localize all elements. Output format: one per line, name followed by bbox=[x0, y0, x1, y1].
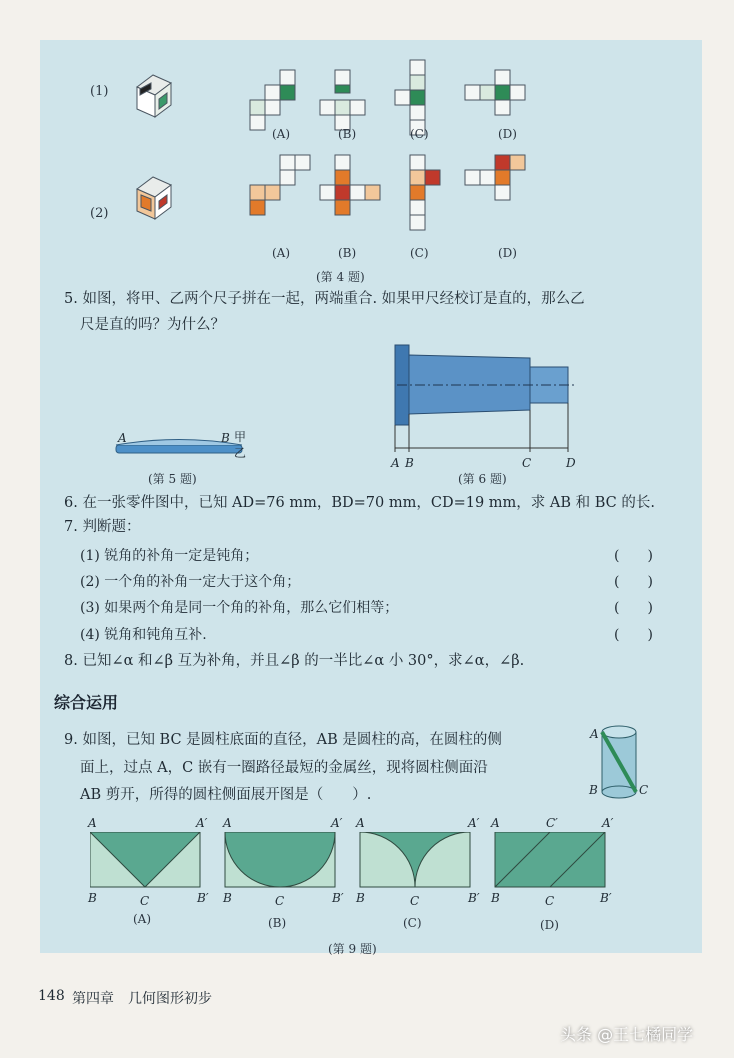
row1-choice-d: (D) bbox=[498, 127, 517, 141]
opt-b-label-c: C bbox=[275, 894, 285, 908]
row1-net-b bbox=[320, 70, 365, 130]
opt-d-label-a: A bbox=[491, 816, 500, 830]
ruler-label-a: A bbox=[118, 431, 127, 445]
cyl-label-b: B bbox=[589, 783, 598, 797]
q7-answer-blank-1[interactable]: ( ) bbox=[614, 548, 653, 564]
row2-net-b bbox=[320, 155, 380, 215]
row1-net-c bbox=[395, 60, 425, 135]
ruler-label-yi: 乙 bbox=[234, 446, 247, 460]
option-a-diagram bbox=[90, 832, 200, 887]
opt-a-label-b: B bbox=[88, 891, 97, 905]
q7-item-3: (3) 如果两个角是同一个角的补角，那么它们相等； bbox=[80, 600, 399, 616]
opt-d-label-c2: C′ bbox=[546, 816, 558, 830]
q7-answer-blank-4[interactable]: ( ) bbox=[614, 627, 653, 643]
opt-c-label-b2: B′ bbox=[468, 891, 480, 905]
row2-choice-d: (D) bbox=[498, 246, 517, 260]
q7-item-1: (1) 锐角的补角一定是钝角； bbox=[80, 548, 259, 564]
shaft-label-a: A bbox=[391, 456, 400, 470]
q9-choice-d: (D) bbox=[540, 918, 559, 932]
cube-nets-figure bbox=[120, 55, 600, 280]
option-d-diagram bbox=[495, 832, 605, 887]
opt-b-label-a: A bbox=[223, 816, 232, 830]
watermark: 头条 @王七橘同学 bbox=[560, 1025, 694, 1044]
q7-answer-blank-2[interactable]: ( ) bbox=[614, 574, 653, 590]
q9-choice-c: (C) bbox=[403, 916, 422, 930]
row1-label: (1) bbox=[90, 84, 109, 99]
figure5-caption: (第 5 题) bbox=[148, 472, 197, 486]
row2-net-c bbox=[410, 155, 440, 230]
opt-b-label-a2: A′ bbox=[331, 816, 343, 830]
q6-text: 6. 在一张零件图中，已知 AD=76 mm，BD=70 mm，CD=19 mm，求 AB 和 BC 的长. bbox=[64, 495, 655, 511]
q9-line1: 9. 如图，已知 BC 是圆柱底面的直径，AB 是圆柱的高，在圆柱的侧 bbox=[64, 732, 502, 748]
figure6-caption: (第 6 题) bbox=[458, 472, 507, 486]
opt-d-label-b2: B′ bbox=[600, 891, 612, 905]
shaft-label-d: D bbox=[566, 456, 576, 470]
q9-choice-b: (B) bbox=[268, 916, 287, 930]
opt-c-label-a2: A′ bbox=[468, 816, 480, 830]
opt-a-label-a2: A′ bbox=[196, 816, 208, 830]
shaft-label-c: C bbox=[522, 456, 532, 470]
q7-title: 7. 判断题： bbox=[64, 519, 141, 535]
chapter-label: 第四章 bbox=[72, 991, 114, 1007]
ruler-label-jia: 甲 bbox=[234, 430, 247, 444]
row2-cube bbox=[137, 177, 171, 219]
page-number: 148 bbox=[38, 988, 65, 1004]
opt-b-label-b: B bbox=[223, 891, 232, 905]
q7-item-4: (4) 锐角和钝角互补. bbox=[80, 627, 207, 643]
ruler-label-b: B bbox=[221, 431, 230, 445]
shaft-figure bbox=[385, 340, 585, 460]
opt-c-label-c: C bbox=[410, 894, 420, 908]
row2-net-a bbox=[250, 155, 310, 215]
cyl-label-a: A bbox=[590, 727, 599, 741]
opt-a-label-c: C bbox=[140, 894, 150, 908]
opt-d-label-a2: A′ bbox=[602, 816, 614, 830]
q7-answer-blank-3[interactable]: ( ) bbox=[614, 600, 653, 616]
opt-d-label-c: C bbox=[545, 894, 555, 908]
opt-d-label-b: B bbox=[491, 891, 500, 905]
shaft-label-b: B bbox=[405, 456, 414, 470]
row2-net-d bbox=[465, 155, 525, 200]
row2-choice-c: (C) bbox=[410, 246, 429, 260]
q9-choice-a: (A) bbox=[133, 912, 152, 926]
figure9-caption: (第 9 题) bbox=[328, 942, 377, 956]
q8-text: 8. 已知∠α 和∠β 互为补角，并且∠β 的一半比∠α 小 30°，求∠α，∠β. bbox=[64, 653, 525, 669]
row2-choice-b: (B) bbox=[338, 246, 357, 260]
opt-a-label-b2: B′ bbox=[197, 891, 209, 905]
row1-choice-a: (A) bbox=[272, 127, 291, 141]
q9-line2: 面上，过点 A，C 嵌有一圈路径最短的金属丝，现将圆柱侧面沿 bbox=[80, 760, 488, 776]
row1-net-d bbox=[465, 70, 525, 115]
opt-a-label-a: A bbox=[88, 816, 97, 830]
q7-item-2: (2) 一个角的补角一定大于这个角； bbox=[80, 574, 301, 590]
chapter-title: 几何图形初步 bbox=[128, 991, 212, 1007]
row1-net-a bbox=[250, 70, 295, 130]
q5-line1: 5. 如图，将甲、乙两个尺子拼在一起，两端重合. 如果甲尺经校订是直的，那么乙 bbox=[64, 291, 585, 307]
opt-c-label-a: A bbox=[356, 816, 365, 830]
q9-line3: AB 剪开，所得的圆柱侧面展开图是（ ）. bbox=[80, 787, 372, 803]
q5-line2: 尺是直的吗？为什么？ bbox=[80, 317, 225, 333]
section-heading: 综合运用 bbox=[54, 693, 119, 712]
figure4-caption: (第 4 题) bbox=[316, 270, 365, 284]
row1-cube bbox=[137, 75, 171, 117]
cyl-label-c: C bbox=[639, 783, 649, 797]
row1-choice-c: (C) bbox=[410, 127, 429, 141]
option-c-diagram bbox=[360, 832, 470, 887]
row2-label: (2) bbox=[90, 206, 109, 221]
opt-c-label-b: B bbox=[356, 891, 365, 905]
row1-choice-b: (B) bbox=[338, 127, 357, 141]
unrolled-options-figure bbox=[90, 832, 620, 892]
row2-choice-a: (A) bbox=[272, 246, 291, 260]
option-b-diagram bbox=[225, 832, 335, 887]
opt-b-label-b2: B′ bbox=[332, 891, 344, 905]
